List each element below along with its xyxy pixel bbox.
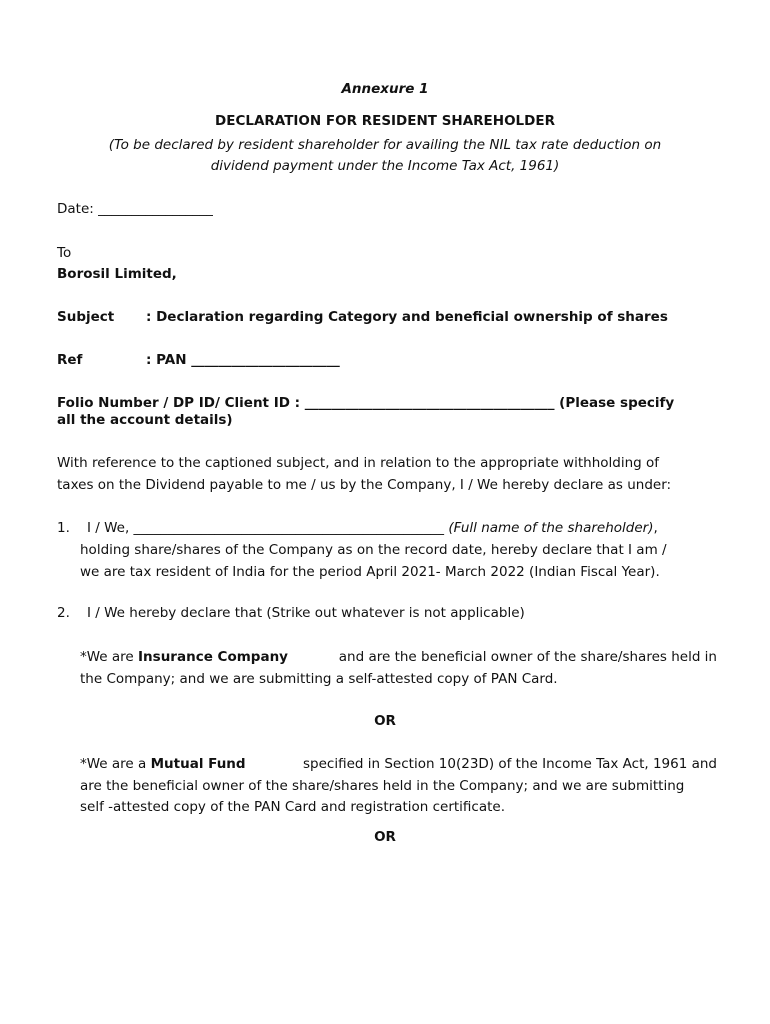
- option-mutual-rest: specified in Section 10(23D) of the Income Tax Act, 1961 and: [303, 756, 717, 772]
- item-1-name-blank: I / We, ______________________________________________: [87, 520, 445, 536]
- option-insurance-line-2: the Company; and we are submitting a self-attested copy of PAN Card.: [80, 671, 558, 687]
- item-2-line-1: I / We hereby declare that (Strike out whatever is not applicable): [87, 605, 525, 621]
- or-separator-2: OR: [374, 829, 396, 845]
- to-label: To: [57, 245, 72, 261]
- item-1-line-1: [87, 520, 658, 536]
- annexure-heading: Annexure 1: [341, 81, 429, 97]
- option-insurance-bold: Insurance Company: [138, 649, 288, 665]
- item-2-number: 2.: [57, 605, 70, 621]
- document-title: DECLARATION FOR RESIDENT SHAREHOLDER: [215, 113, 555, 129]
- option-mutual-line-2: are the beneficial owner of the share/shares held in the Company; and we are submitting: [80, 778, 685, 794]
- option-mutual-prefix: *We are a: [80, 756, 151, 772]
- subject-value: : Declaration regarding Category and beneficial ownership of shares: [146, 309, 668, 325]
- option-insurance-prefix: *We are: [80, 649, 139, 665]
- item-1-number: 1.: [57, 520, 70, 536]
- option-insurance-rest: and are the beneficial owner of the share/shares held in: [338, 649, 717, 665]
- option-insurance-line-1: [80, 649, 717, 665]
- subtitle-line-2: dividend payment under the Income Tax Act, 1961): [210, 158, 560, 174]
- date-field: Date: _________________: [57, 201, 213, 217]
- subtitle-line-1: (To be declared by resident shareholder for availing the NIL tax rate deduction on: [108, 137, 662, 153]
- item-1-name-hint: (Full name of the shareholder): [448, 520, 654, 536]
- ref-value: : PAN ______________________: [146, 352, 340, 368]
- company-name: Borosil Limited,: [57, 266, 177, 282]
- ref-label: Ref: [57, 352, 83, 368]
- option-mutual-line-1: [80, 756, 717, 772]
- folio-line-1: Folio Number / DP ID/ Client ID : _____________________________________ (Please specify: [57, 395, 675, 411]
- intro-line-2: taxes on the Dividend payable to me / us by the Company, I / We hereby declare as under:: [57, 477, 672, 493]
- option-mutual-line-3: self -attested copy of the PAN Card and registration certificate.: [80, 799, 505, 815]
- item-1-line-2: holding share/shares of the Company as on the record date, hereby declare that I am /: [80, 542, 667, 558]
- intro-line-1: With reference to the captioned subject, and in relation to the appropriate withholding of: [57, 455, 660, 471]
- or-separator-1: OR: [374, 713, 396, 729]
- option-mutual-bold: Mutual Fund: [150, 756, 246, 772]
- item-1-line-3: we are tax resident of India for the period April 2021- March 2022 (Indian Fiscal Year).: [80, 564, 660, 580]
- subject-label: Subject: [57, 309, 115, 325]
- item-1-line-1-end: ,: [653, 520, 658, 536]
- folio-line-2: all the account details): [57, 412, 233, 428]
